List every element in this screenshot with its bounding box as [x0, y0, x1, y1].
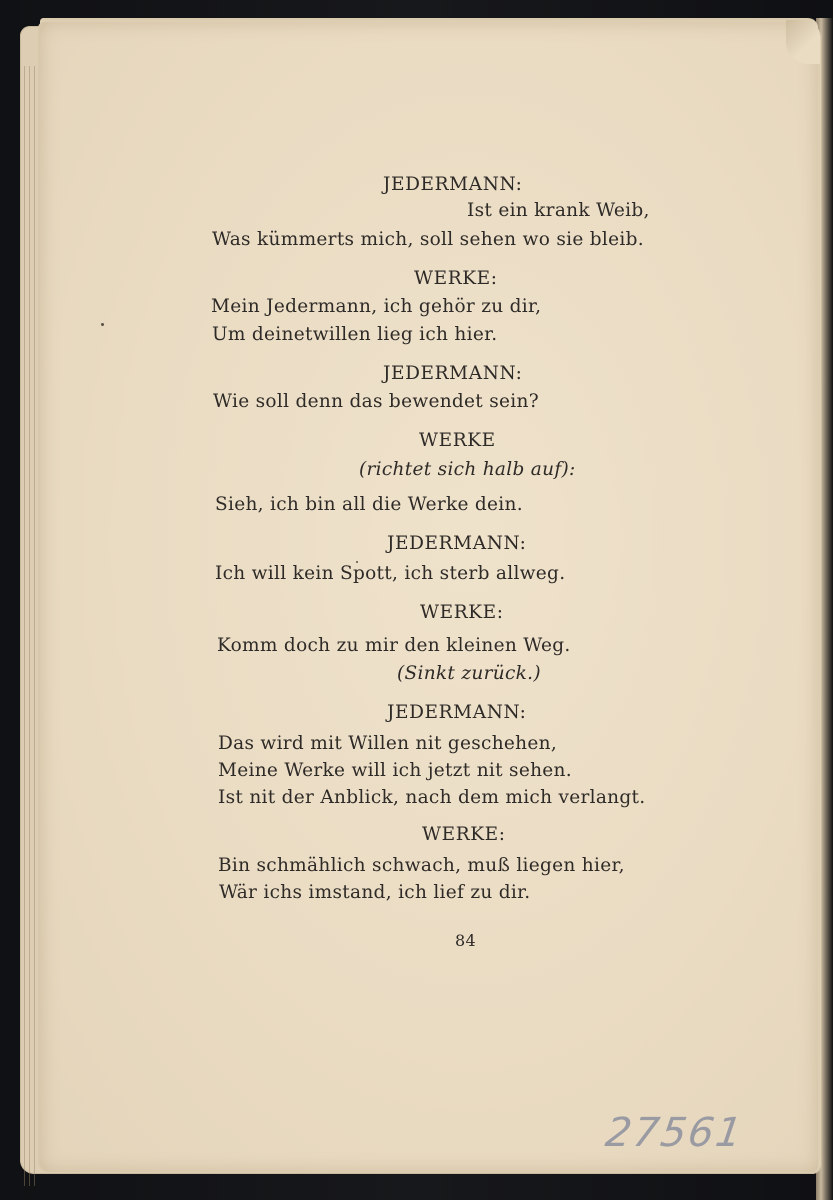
verse-line: Bin schmählich schwach, muß liegen hier,: [218, 855, 625, 876]
inventory-number-stamp: 27561: [602, 1110, 747, 1156]
stage-direction: (Sinkt zurück.): [397, 663, 541, 684]
paper-speck: [101, 323, 104, 326]
verse-line: Wär ichs imstand, ich lief zu dir.: [219, 882, 531, 903]
verse-line: Sieh, ich bin all die Werke dein.: [215, 494, 523, 515]
verse-line: Mein Jedermann, ich gehör zu dir,: [211, 296, 542, 317]
page-edge-line: [29, 66, 30, 1186]
verse-line: Das wird mit Willen nit geschehen,: [218, 733, 558, 754]
verse-line: Ist nit der Anblick, nach dem mich verlangt.: [218, 787, 646, 808]
stage-direction: (richtet sich halb auf):: [359, 459, 576, 480]
speaker-heading-werke: WERKE:: [414, 268, 498, 289]
speaker-heading-jedermann: JEDERMANN:: [383, 174, 523, 195]
verse-line: Um deinetwillen lieg ich hier.: [212, 324, 498, 345]
verse-line: Meine Werke will ich jetzt nit sehen.: [218, 760, 572, 781]
speaker-heading-werke: WERKE: [419, 430, 496, 451]
verse-line: Wie soll denn das bewendet sein?: [213, 391, 539, 412]
page-edge-line: [24, 66, 25, 1186]
verse-line: Ist ein krank Weib,: [467, 200, 650, 221]
verse-line: Ich will kein Spott, ich sterb allweg.: [215, 563, 566, 584]
page-edge-line: [34, 66, 35, 1186]
speaker-heading-werke: WERKE:: [420, 602, 504, 623]
speaker-heading-jedermann: JEDERMANN:: [387, 702, 527, 723]
speaker-heading-jedermann: JEDERMANN:: [387, 533, 527, 554]
speaker-heading-jedermann: JEDERMANN:: [383, 363, 523, 384]
page-number: 84: [455, 931, 476, 950]
verse-line: Komm doch zu mir den kleinen Weg.: [217, 635, 571, 656]
verse-line: Was kümmerts mich, soll sehen wo sie bleib.: [212, 229, 644, 250]
speaker-heading-werke: WERKE:: [422, 824, 506, 845]
